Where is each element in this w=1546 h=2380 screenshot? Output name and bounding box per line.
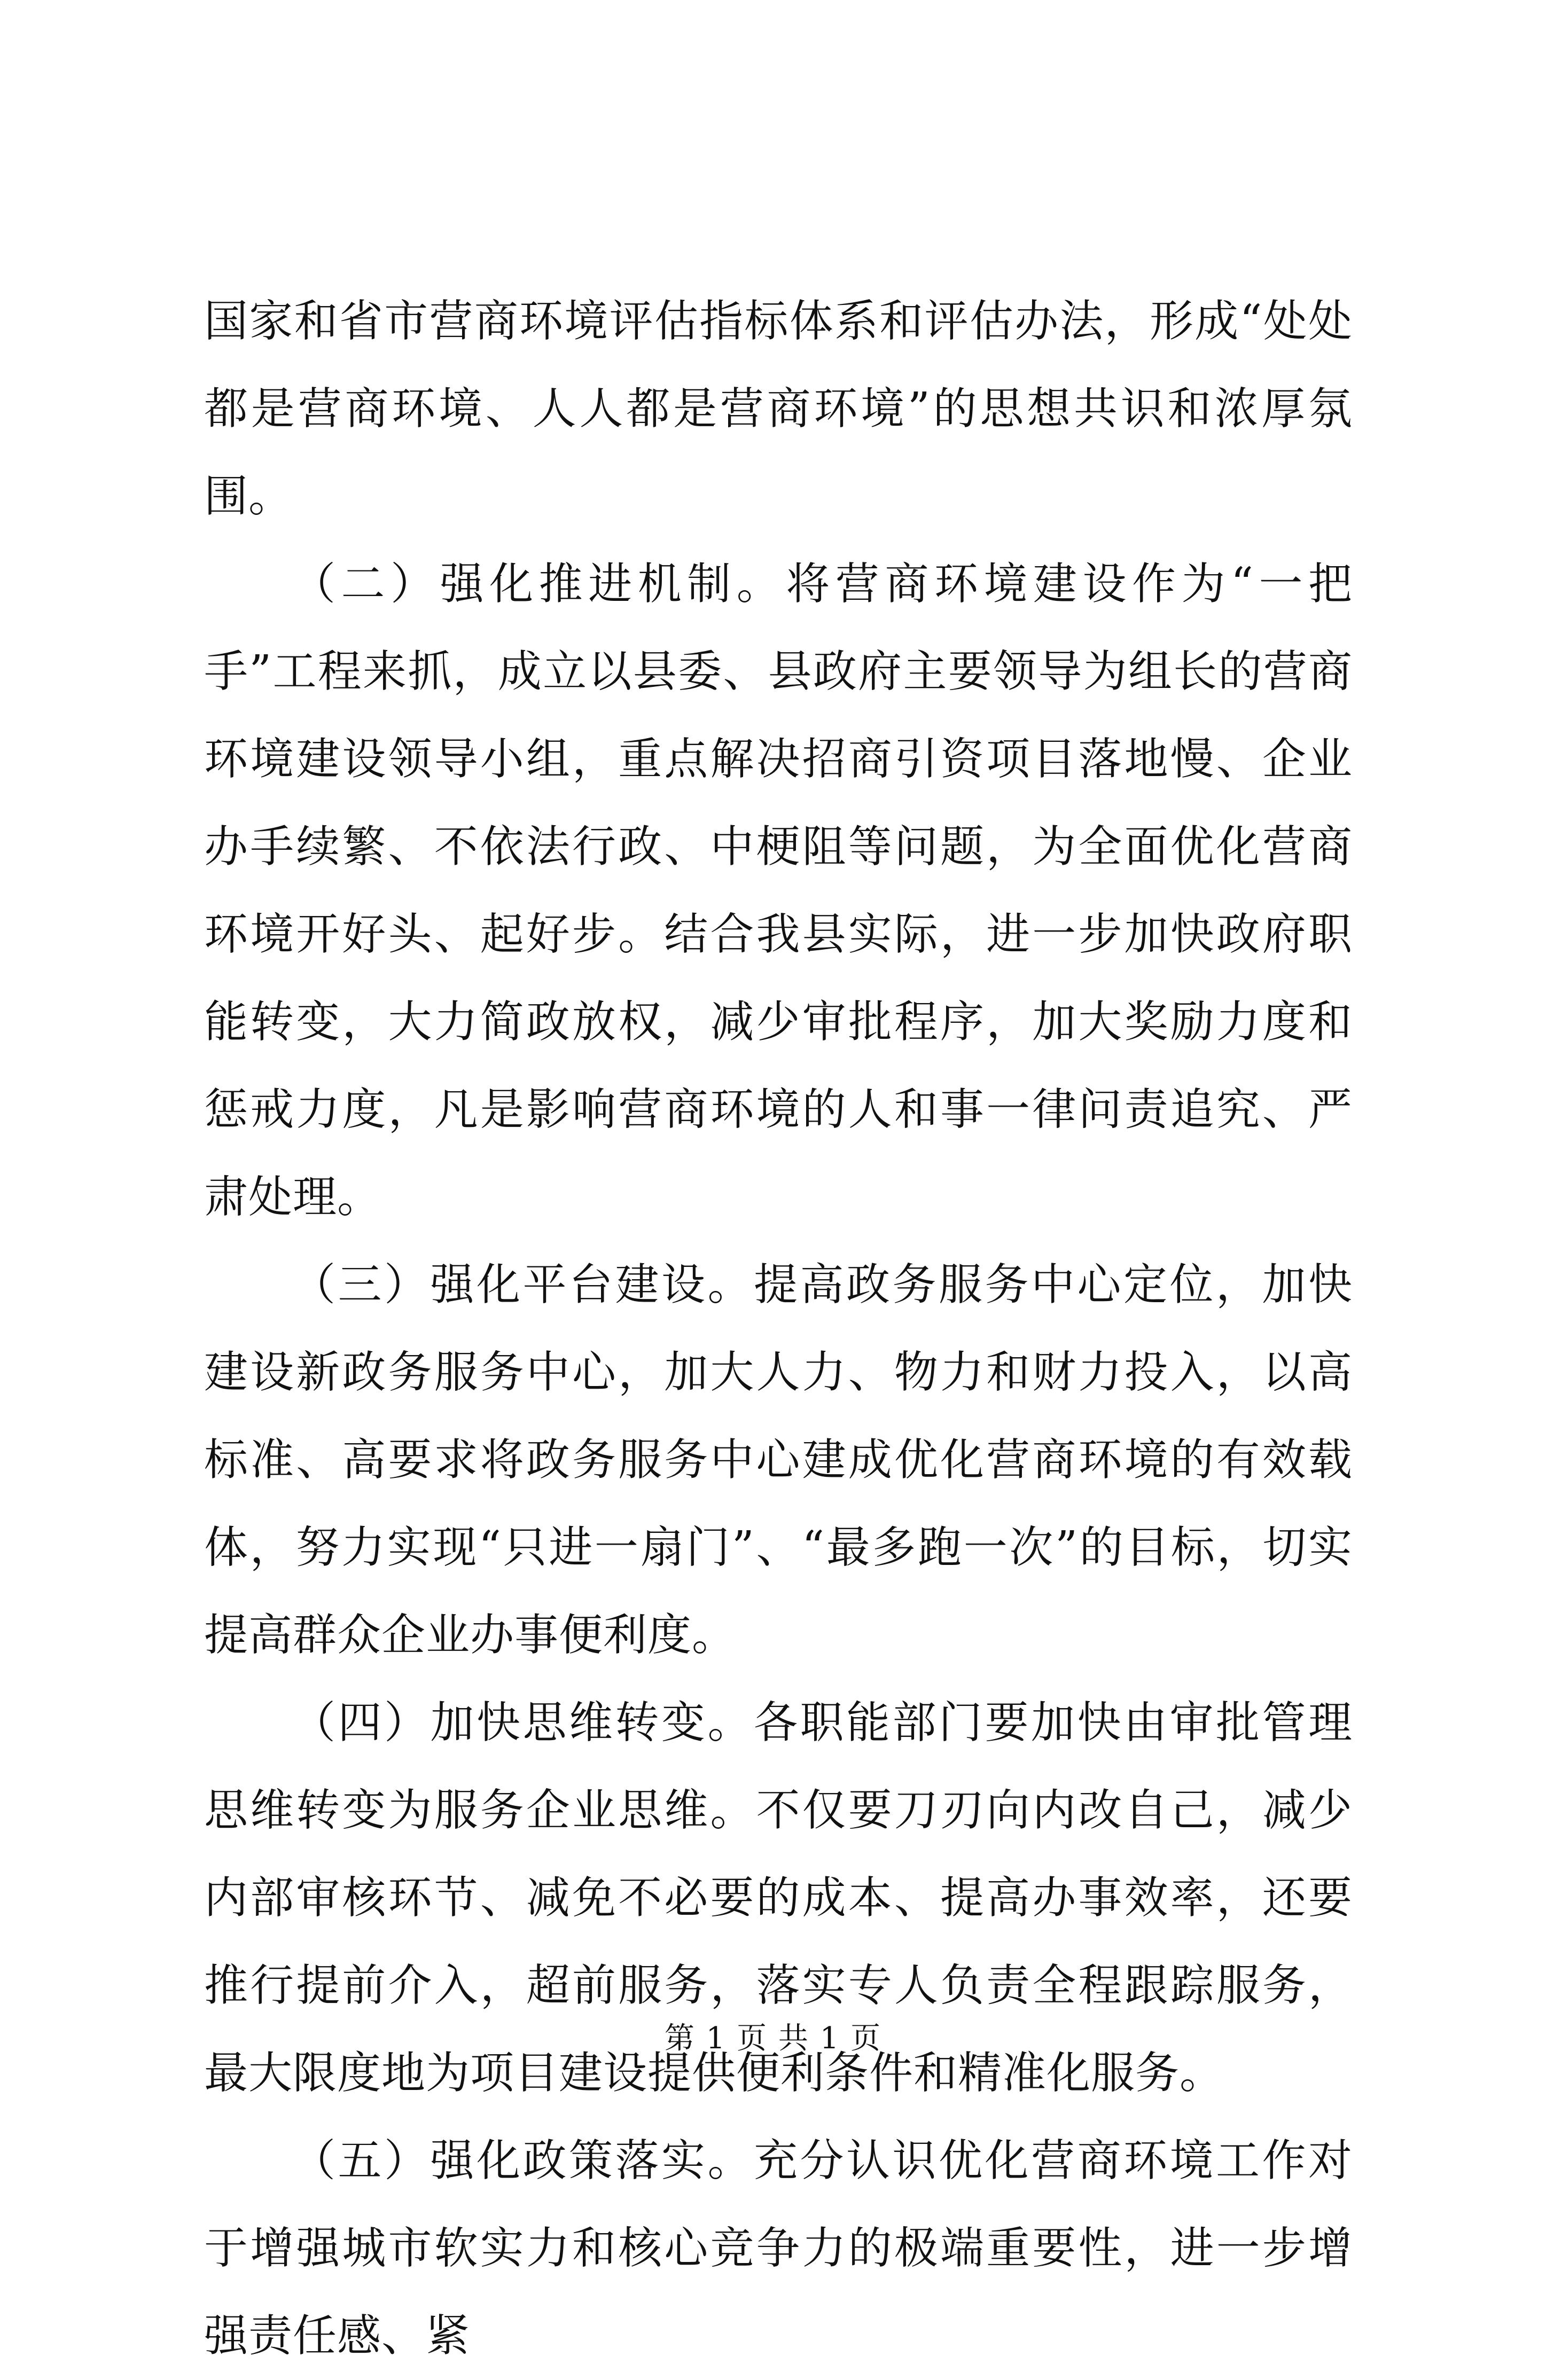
paragraph-4: （四）加快思维转变。各职能部门要加快由审批管理思维转变为服务企业思维。不仅要刀刃向内改自己，减少内部审核环节、减免不必要的成本、提高办事效率，还要推行提前介入，超前服务，落实专人负责全程跟踪服务，最大限度地为项目建设提供便利条件和精准化服务。 [204,1697,1353,2099]
paragraph-2: （二）强化推进机制。将营商环境建设作为“一把手”工程来抓，成立以县委、县政府主要领导为组长的营商环境建设领导小组，重点解决招商引资项目落地慢、企业办手续繁、不依法行政、中梗阻等问题，为全面优化营商环境开好头、起好步。结合我县实际，进一步加快政府职能转变，大力简政放权，减少审批程序，加大奖励力度和惩戒力度，凡是影响营商环境的人和事一律问责追究、严肃处理。 [204,559,1353,1223]
paragraph-3: （三）强化平台建设。提高政务服务中心定位，加快建设新政务服务中心，加大人力、物力和财力投入，以高标准、高要求将政务服务中心建成优化营商环境的有效载体，努力实现“只进一扇门”、“最多跑一次”的目标，切实提高群众企业办事便利度。 [204,1259,1353,1661]
paragraph-1: 国家和省市营商环境评估指标体系和评估办法，形成“处处都是营商环境、人人都是营商环境”的思想共识和浓厚氛围。 [204,296,1353,522]
page-footer: 第 1 页 共 1 页 [664,2021,882,2056]
document-body [204,278,1353,2380]
paragraph-5: （五）强化政策落实。充分认识优化营商环境工作对于增强城市软实力和核心竞争力的极端重要性，进一步增强责任感、紧 [204,2135,1353,2361]
